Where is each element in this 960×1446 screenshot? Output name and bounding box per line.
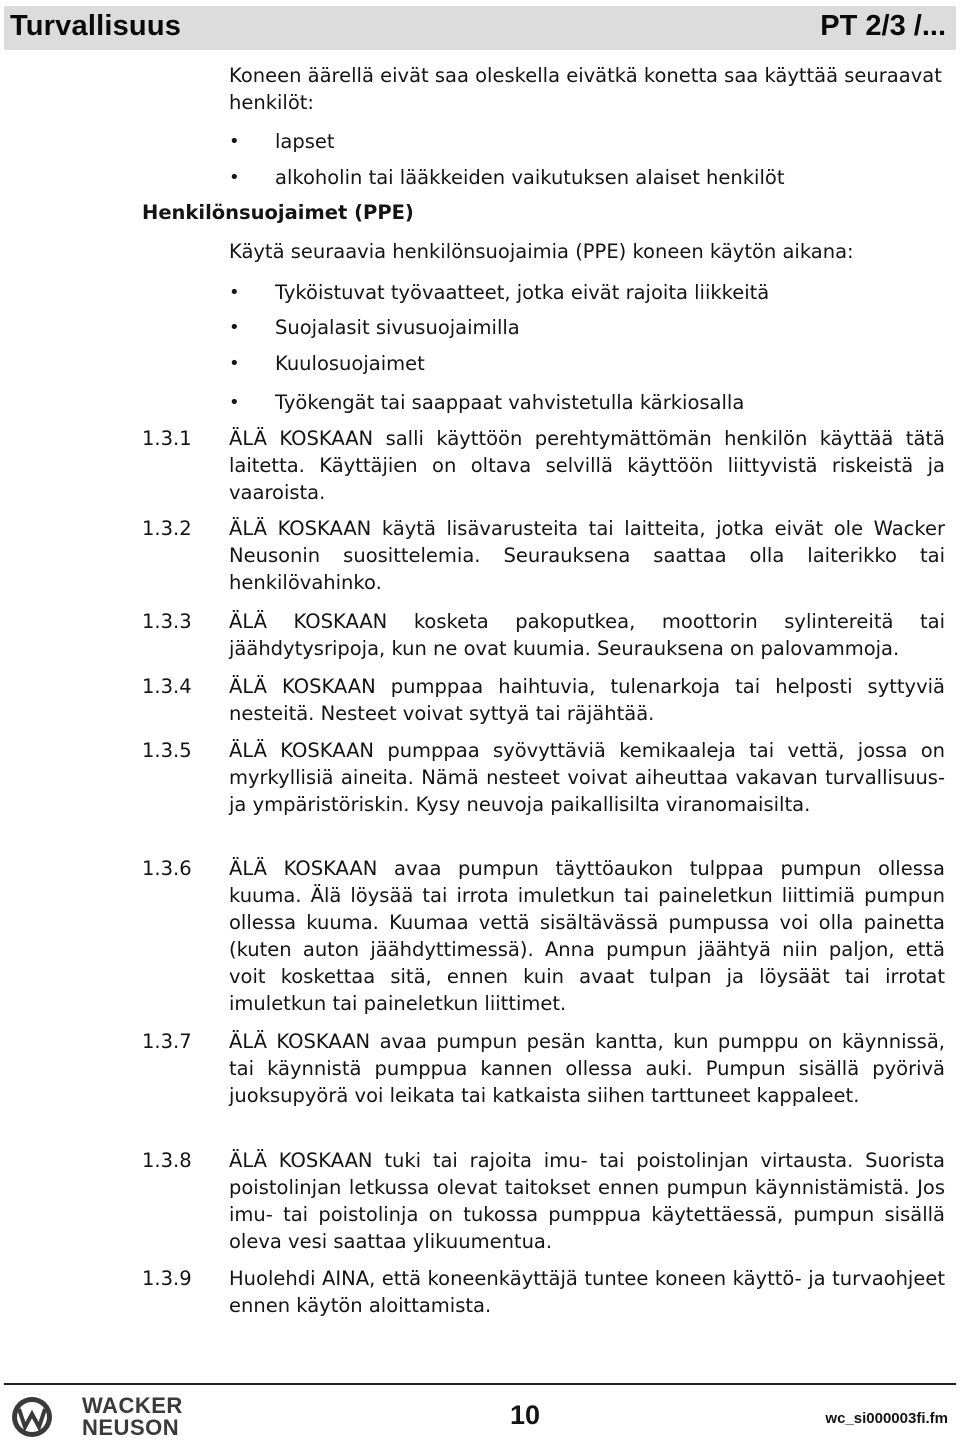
rule-text: ÄLÄ KOSKAAN käytä lisävarusteita tai laitteita, jotka eivät ole Wacker Neusonin suosittelemia. Seurauksena saattaa olla laiterikko tai henkilövahinko. [229,517,945,594]
footer-divider [4,1383,956,1385]
rule-number: 1.3.1 [142,427,192,450]
rule-text: ÄLÄ KOSKAAN kosketa pakoputkea, moottorin sylintereitä tai jäähdytysripoja, kun ne ovat kuumia. Seurauksena on palovammoja. [229,610,945,660]
list-item-text: Työkengät tai saappaat vahvistetulla kärkiosalla [275,391,745,414]
rule-text: ÄLÄ KOSKAAN avaa pumpun täyttöaukon tulppaa pumpun ollessa kuuma. Älä löysää tai irrota imuletkun tai paineletkun liittimiä pumpun ollessa kuuma. Kuumaa vettä sisältävässä pumpussa voi olla painetta (kuten auton jäähdyttimessä). Anna pumpun jäähtyä niin paljon, että voit koskettaa sitä, ennen kuin avaat tulpan ja löysäät tai irrotat imuletkun tai paineletkun liittimet. [229,857,945,1015]
rule-number: 1.3.5 [142,739,192,762]
rule-number: 1.3.6 [142,857,192,880]
bullet-icon: • [229,131,240,152]
file-name: wc_si000003fi.fm [825,1410,948,1427]
rule-text: Huolehdi AINA, että koneenkäyttäjä tuntee koneen käyttö- ja turvaohjeet ennen käytön aloittamista. [229,1267,945,1317]
intro-paragraph: Koneen äärellä eivät saa oleskella eivätkä konetta saa käyttää seuraavat henkilöt: [229,64,942,114]
list-item-text: lapset [275,130,335,153]
page-title: Turvallisuus [10,10,182,42]
list-item-text: alkoholin tai lääkkeiden vaikutuksen alaiset henkilöt [275,166,785,189]
rule-text: ÄLÄ KOSKAAN avaa pumpun pesän kantta, kun pumppu on käynnissä, tai käynnistä pumppua kannen ollessa auki. Pumpun sisällä pyörivä juoksupyörä voi leikata tai katkaista siihen tarttuneet kappaleet. [229,1030,945,1107]
page-number: 10 [510,1400,541,1430]
list-item-text: Tyköistuvat työvaatteet, jotka eivät rajoita liikkeitä [275,281,770,304]
wacker-neuson-logo [6,1392,186,1442]
section-heading: Henkilönsuojaimet (PPE) [142,201,414,224]
bullet-icon: • [229,317,240,338]
logo-text: NEUSON [82,1415,180,1440]
rule-number: 1.3.4 [142,675,192,698]
ppe-paragraph: Käytä seuraavia henkilönsuojaimia (PPE) koneen käytön aikana: [229,240,854,263]
rule-text: ÄLÄ KOSKAAN pumppaa haihtuvia, tulenarkoja tai helposti syttyviä nesteitä. Nesteet voivat syttyä tai räjähtää. [229,675,945,725]
wacker-neuson-logo-icon [10,1395,54,1439]
rule-text: ÄLÄ KOSKAAN salli käyttöön perehtymättömän henkilön käyttää tätä laitetta. Käyttäjien on oltava selvillä käyttöön liittyvistä riskeistä ja vaaroista. [229,427,945,504]
rule-number: 1.3.3 [142,610,192,633]
rule-number: 1.3.2 [142,517,192,540]
rule-number: 1.3.9 [142,1267,192,1290]
logo-text: WACKER [82,1393,183,1418]
list-item-text: Suojalasit sivusuojaimilla [275,316,520,339]
rule-number: 1.3.7 [142,1030,192,1053]
bullet-icon: • [229,392,240,413]
rule-text: ÄLÄ KOSKAAN pumppaa syövyttäviä kemikaaleja tai vettä, jossa on myrkyllisiä aineita. Nämä nesteet voivat aiheuttaa vakavan turvallisuus- ja ympäristöriskin. Kysy neuvoja paikallisilta viranomaisilta. [229,739,945,816]
rule-number: 1.3.8 [142,1149,192,1172]
list-item-text: Kuulosuojaimet [275,352,425,375]
bullet-icon: • [229,353,240,374]
rule-text: ÄLÄ KOSKAAN tuki tai rajoita imu- tai poistolinjan virtausta. Suorista poistolinjan letkussa olevat taitokset ennen pumpun käynnistämistä. Jos imu- tai poistolinja on tukossa pumppua käytettäessä, pumpun sisällä oleva vesi saattaa ylikuumentua. [229,1149,945,1253]
page-reference: PT 2/3 /... [820,10,946,42]
bullet-icon: • [229,282,240,303]
bullet-icon: • [229,167,240,188]
